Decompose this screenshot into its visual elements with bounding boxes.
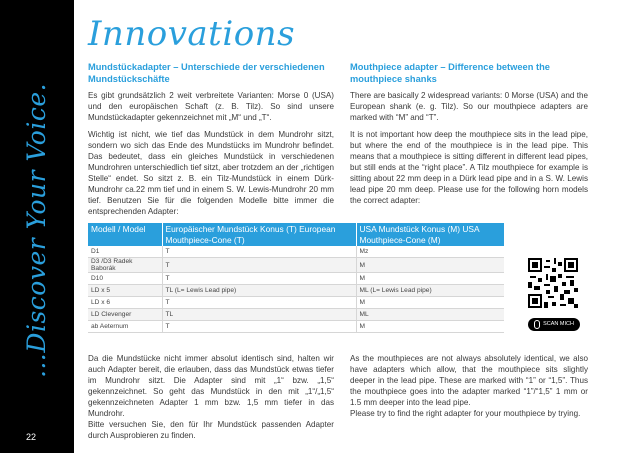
english-paragraph-1: There are basically 2 widespread variants: 0 Morse (USA) and the European shank (e. g. Tilz). So our mouthpiece adapters are marked with “M” and “T”. — [350, 91, 588, 123]
english-bottom-paragraph-1: As the mouthpieces are not always absolutely identical, we also have adapters which allow, that the mouthpiece sits slightly deeper in the lead pipe. These are marked with “1” or “1,5”. Thus the mouthpiece goes into the adapter marked “1”/“1,5” 1 mm or 1.5 mm deeper into the lead pipe. — [350, 354, 588, 408]
usa-cell: M — [356, 258, 504, 273]
table-row — [88, 258, 504, 273]
english-column — [350, 62, 588, 212]
model-cell: D3 /D3 Radek Baborák — [88, 258, 162, 273]
table-header-row — [88, 223, 504, 246]
sidebar-slogan — [6, 80, 68, 380]
page-number: 22 — [26, 432, 37, 442]
german-bottom-paragraph-1: Da die Mundstücke nicht immer absolut identisch sind, halten wir auch Adapter bereit, die erlauben, dass das Mundstück etwas tiefer im Mundrohr sitzt. Die Adapter sind mit „1“ bzw. „1,5“ gekennzeichnet. So geht das Mundstück in den mit „1“/„1,5“ gekennzeichneten Adapter 1 mm bzw. 1,5 mm tiefer in das Mundrohr. — [88, 354, 334, 419]
model-cell: LD Clevenger — [88, 309, 162, 321]
header-model: Modell / Model — [88, 223, 162, 246]
european-cell: T — [162, 258, 356, 273]
model-cell: D1 — [88, 246, 162, 258]
table-row — [88, 273, 504, 285]
german-bottom-text — [88, 353, 334, 441]
scan-me-badge[interactable] — [528, 318, 580, 331]
usa-cell: M — [356, 273, 504, 285]
slogan-text: …Discover Your Voice. — [22, 82, 52, 378]
qr-code[interactable] — [528, 258, 578, 308]
usa-cell: ML (L= Lewis Lead pipe) — [356, 285, 504, 297]
smartphone-icon — [534, 320, 540, 329]
european-cell: TL — [162, 309, 356, 321]
english-heading: Mouthpiece adapter – Difference between the mouthpiece shanks — [350, 62, 550, 84]
european-cell: TL (L= Lewis Lead pipe) — [162, 285, 356, 297]
english-bottom-text — [350, 353, 588, 419]
table-row — [88, 285, 504, 297]
table-row — [88, 309, 504, 321]
german-paragraph-1: Es gibt grundsätzlich 2 weit verbreitete Varianten: Morse 0 (USA) und den europäischen Schaft (z. B. Tilz). So sind unsere Mundstückadapter gekennzeichnet mit „M“ und „T“. — [88, 91, 334, 123]
english-paragraph-2: It is not important how deep the mouthpiece sits in the lead pipe, but where the end of the mouthpiece is in the lead pipe. This means that a mouthpiece is sitting different in different lead pipes, but still ends at the “right place”. A Tilz mouthpiece for example is sitting about 22 mm deep in a Dürk lead pipe and in a S. W. Lewis lead pipe 20 mm deep. Please use for the following horn models the correct adapter: — [350, 130, 588, 206]
header-european-cone: Europäischer Mundstück Konus (T) European Mouthpiece-Cone (T) — [162, 223, 356, 246]
header-usa-cone: USA Mundstück Konus (M) USA Mouthpiece-Cone (M) — [356, 223, 504, 246]
usa-cell: ML — [356, 309, 504, 321]
usa-cell: M — [356, 321, 504, 333]
usa-cell: Mz — [356, 246, 504, 258]
scan-me-label: SCAN MICH — [543, 321, 574, 327]
english-bottom-paragraph-2: Please try to find the right adapter for your mouthpiece by trying. — [350, 409, 581, 419]
model-cell: D10 — [88, 273, 162, 285]
model-cell: ab Aeternum — [88, 321, 162, 333]
sidebar — [0, 0, 74, 453]
page-title: Innovations — [88, 14, 296, 54]
european-cell: T — [162, 273, 356, 285]
german-bottom-paragraph-2: Bitte versuchen Sie, den für Ihr Mundstück passenden Adapter durch Ausprobieren zu finden. — [88, 420, 334, 441]
german-paragraph-2: Wichtig ist nicht, wie tief das Mundstück in dem Mundrohr sitzt, sondern wo sich das Ende des Mundstücks im Mundrohr befindet. Das bedeutet, dass ein gleiches Mundstück in verschiedenen Mundrohren unterschiedlich tief sitzt, aber trotzdem an der „richtigen Stelle“ endet. So sitzt z. B. ein Tilz-Mundstück in einem Dürk-Mundrohr ca.22 mm tief und in einem S. W. Lewis-Mundrohr 20 mm tief. Benutzen Sie für die folgenden Modelle bitte immer die entsprechenden Adapter: — [88, 130, 334, 217]
model-cell: LD x 6 — [88, 297, 162, 309]
european-cell: T — [162, 297, 356, 309]
usa-cell: M — [356, 297, 504, 309]
german-column — [88, 62, 334, 224]
adapter-table — [88, 223, 504, 333]
german-heading: Mundstückadapter – Unterschiede der verschiedenen Mundstückschäfte — [88, 62, 325, 84]
european-cell: T — [162, 246, 356, 258]
table-row — [88, 321, 504, 333]
model-cell: LD x 5 — [88, 285, 162, 297]
table-row — [88, 297, 504, 309]
table-row — [88, 246, 504, 258]
european-cell: T — [162, 321, 356, 333]
